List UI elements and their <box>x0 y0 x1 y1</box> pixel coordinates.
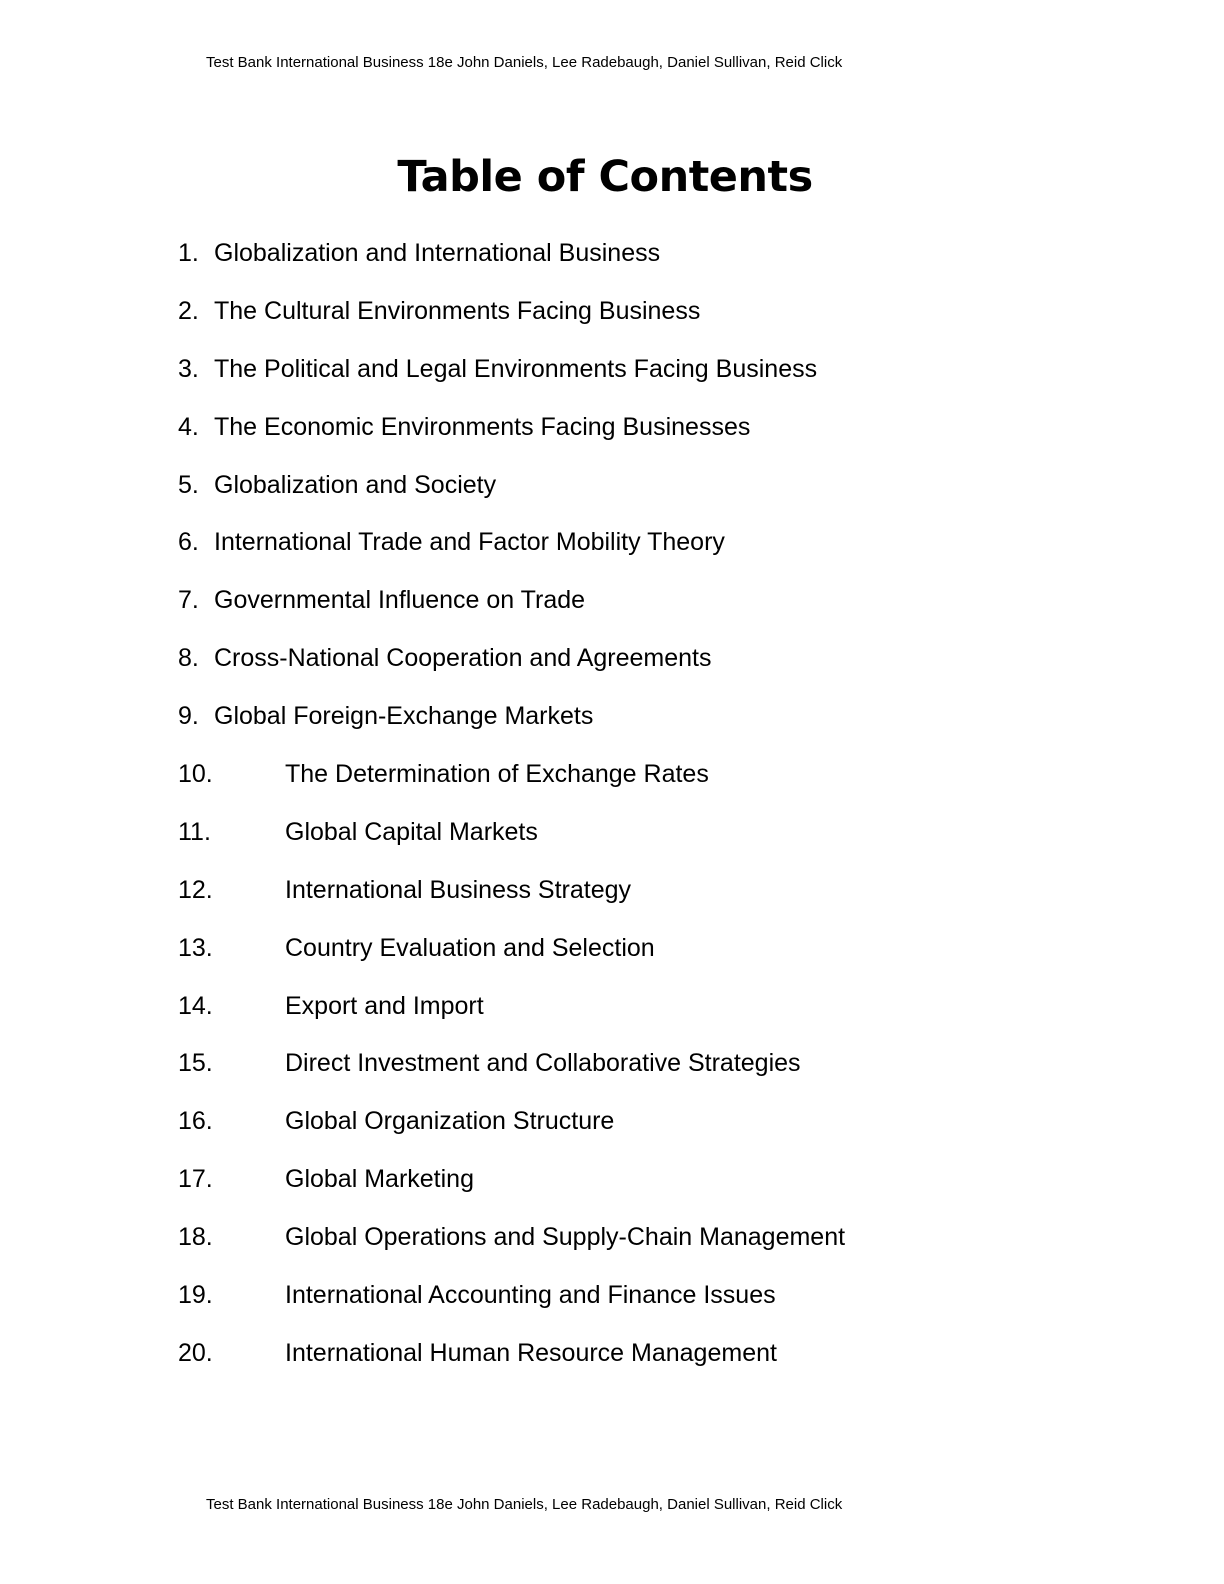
toc-item <box>178 1215 845 1273</box>
toc-number: 7. <box>178 586 199 615</box>
toc-title: Governmental Influence on Trade <box>214 586 586 615</box>
toc-title: International Human Resource Management <box>285 1338 777 1367</box>
toc-title: Export and Import <box>285 991 484 1020</box>
toc-title: The Economic Environments Facing Businesses <box>214 412 751 441</box>
toc-item <box>178 289 845 347</box>
toc-item <box>178 405 845 463</box>
toc-title: International Trade and Factor Mobility Theory <box>214 528 725 557</box>
toc-title: The Political and Legal Environments Facing Business <box>214 354 818 383</box>
toc-title: Cross-National Cooperation and Agreements <box>214 644 712 673</box>
toc-item <box>178 1273 845 1331</box>
toc-number: 18. <box>178 1223 213 1252</box>
toc-number: 5. <box>178 470 199 499</box>
toc-number: 12. <box>178 875 213 904</box>
toc-item <box>178 463 845 521</box>
toc-item <box>178 694 845 752</box>
toc-title: Global Foreign-Exchange Markets <box>214 702 594 731</box>
toc-item <box>178 231 845 289</box>
toc-item <box>178 810 845 868</box>
toc-item <box>178 984 845 1042</box>
toc-title: Country Evaluation and Selection <box>285 933 655 962</box>
toc-item <box>178 926 845 984</box>
toc-title: Global Organization Structure <box>285 1107 615 1136</box>
toc-number: 20. <box>178 1338 213 1367</box>
toc-number: 17. <box>178 1165 213 1194</box>
toc-title: Global Marketing <box>285 1165 474 1194</box>
toc-title: Globalization and International Business <box>214 239 661 267</box>
toc-number: 4. <box>178 412 199 441</box>
toc-item <box>178 1331 845 1389</box>
toc-title: The Determination of Exchange Rates <box>285 760 709 789</box>
toc-item <box>178 1041 845 1099</box>
toc-title: Globalization and Society <box>214 470 497 499</box>
toc-number: 8. <box>178 644 199 673</box>
toc-number: 1. <box>178 239 199 267</box>
toc-title: Global Operations and Supply-Chain Management <box>285 1223 846 1252</box>
toc-title: International Accounting and Finance Issues <box>285 1281 776 1310</box>
toc-number: 11. <box>178 817 211 846</box>
toc-item <box>178 868 845 926</box>
page-header: Test Bank International Business 18e John Daniels, Lee Radebaugh, Daniel Sullivan, Reid Click <box>206 54 843 71</box>
toc-number: 3. <box>178 354 199 383</box>
toc-number: 6. <box>178 528 199 557</box>
toc-title: Global Capital Markets <box>285 817 538 846</box>
toc-item <box>178 520 845 578</box>
toc-item <box>178 1099 845 1157</box>
toc-number: 14. <box>178 991 213 1020</box>
toc-item <box>178 347 845 405</box>
toc-item <box>178 636 845 694</box>
page-footer: Test Bank International Business 18e John Daniels, Lee Radebaugh, Daniel Sullivan, Reid Click <box>206 1496 843 1513</box>
toc-number: 10. <box>178 760 213 789</box>
toc-number: 16. <box>178 1107 213 1136</box>
toc-item <box>178 1157 845 1215</box>
toc-item <box>178 752 845 810</box>
toc-number: 15. <box>178 1049 213 1078</box>
toc-item <box>178 578 845 636</box>
toc-title: Direct Investment and Collaborative Strategies <box>285 1049 801 1078</box>
toc-title: The Cultural Environments Facing Business <box>214 296 701 325</box>
page-title: Table of Contents <box>397 152 813 202</box>
toc-number: 13. <box>178 933 213 962</box>
toc-title: International Business Strategy <box>285 875 632 904</box>
toc-number: 19. <box>178 1281 213 1310</box>
toc-number: 9. <box>178 702 199 731</box>
toc-number: 2. <box>178 296 199 325</box>
table-of-contents <box>178 231 845 1389</box>
